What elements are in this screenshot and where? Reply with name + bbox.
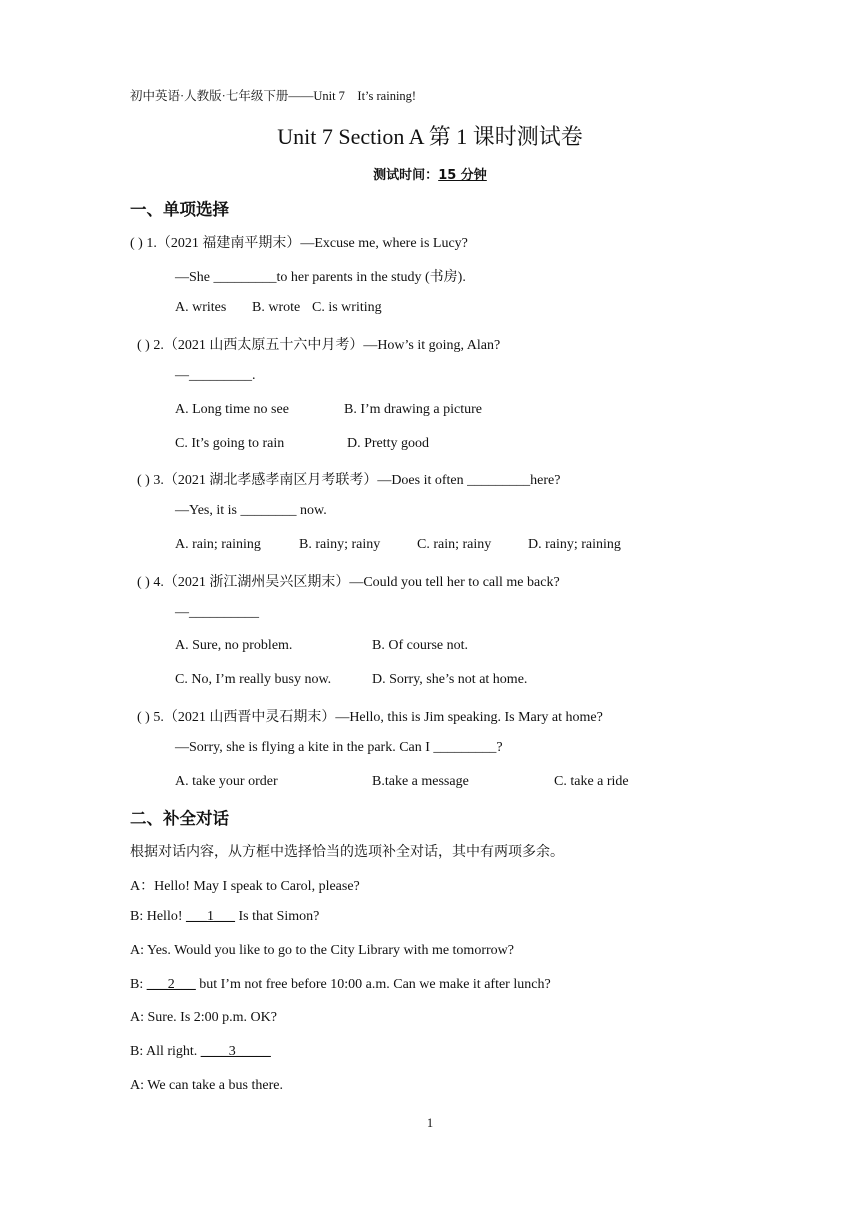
question-5-stem: ( ) 5.（2021 山西晋中灵石期末）—Hello, this is Jim speaking. Is Mary at home? [137,710,603,725]
question-3-option-b: B. rainy; rainy [299,537,381,552]
section-heading-multiple-choice: 一、单项选择 [130,200,229,219]
dialogue-line-2 [130,909,319,925]
duration-label: 测试时间： [373,168,439,183]
dialogue-line-4 [130,977,551,993]
dialogue-line-3: A: Yes. Would you like to go to the City Library with me tomorrow? [130,943,514,958]
question-3-option-c: C. rain; rainy [417,537,492,552]
blank-2: ___2___ [146,977,196,992]
question-2-option-a: A. Long time no see [175,402,289,417]
dialogue-line-7: A: We can take a bus there. [130,1078,283,1093]
question-1-option-a: A. writes [175,300,227,315]
question-3-option-d: D. rainy; raining [528,537,621,552]
question-2-option-b: B. I’m drawing a picture [344,402,483,417]
question-3-stem: ( ) 3.（2021 湖北孝感孝南区月考联考）—Does it often _________here? [137,473,561,488]
dialogue-line-1: A：Hello! May I speak to Carol, please? [130,879,360,894]
question-4-option-c: C. No, I’m really busy now. [175,672,332,687]
question-4-stem: ( ) 4.（2021 浙江湖州吴兴区期末）—Could you tell her to call me back? [137,575,560,590]
question-1-option-b: B. wrote [252,300,301,315]
dialogue-line-4-end: but I’m not free before 10:00 a.m. Can we make it after lunch? [195,977,551,992]
blank-1: ___1___ [186,909,235,924]
question-2-stem: ( ) 2.（2021 山西太原五十六中月考）—How’s it going, Alan? [137,338,501,353]
question-2-option-d: D. Pretty good [347,436,430,451]
dialogue-line-5: A: Sure. Is 2:00 p.m. OK? [130,1010,277,1025]
question-5-line2: —Sorry, she is flying a kite in the park. Can I _________? [175,740,503,755]
question-4-option-a: A. Sure, no problem. [175,638,293,653]
question-5-option-c: C. take a ride [554,774,629,789]
dialogue-line-4-start: B: [130,977,147,992]
test-duration [0,164,860,183]
blank-3: ____3_____ [200,1044,271,1059]
question-5-option-a: A. take your order [175,774,278,789]
section-heading-dialogue: 二、补全对话 [130,809,229,828]
running-header: 初中英语·人教版·七年级下册——Unit 7 It’s raining! [130,89,417,103]
question-3-line2: —Yes, it is ________ now. [175,503,327,518]
duration-value: 15 分钟 [438,168,487,183]
question-1-option-c: C. is writing [312,300,382,315]
dialogue-line-6 [130,1044,271,1060]
question-4-line2: —__________ [175,605,259,620]
question-4-option-b: B. Of course not. [372,638,469,653]
question-1-stem: ( ) 1.（2021 福建南平期末）—Excuse me, where is Lucy? [130,236,468,251]
page-number: 1 [426,1116,434,1130]
question-3-option-a: A. rain; raining [175,537,261,552]
question-2-option-c: C. It’s going to rain [175,436,285,451]
question-5-option-b: B.take a message [372,774,469,789]
question-1-line2: —She _________to her parents in the study (书房). [175,270,466,285]
dialogue-line-6-start: B: All right. [130,1044,201,1059]
question-2-line2: —_________. [175,368,256,383]
dialogue-line-2-start: B: Hello! [130,909,186,924]
dialogue-instruction: 根据对话内容，从方框中选择恰当的选项补全对话，其中有两项多余。 [130,845,564,860]
question-4-option-d: D. Sorry, she’s not at home. [372,672,528,687]
page-title: Unit 7 Section A 第 1 课时测试卷 [277,124,583,149]
dialogue-line-2-end: Is that Simon? [235,909,320,924]
